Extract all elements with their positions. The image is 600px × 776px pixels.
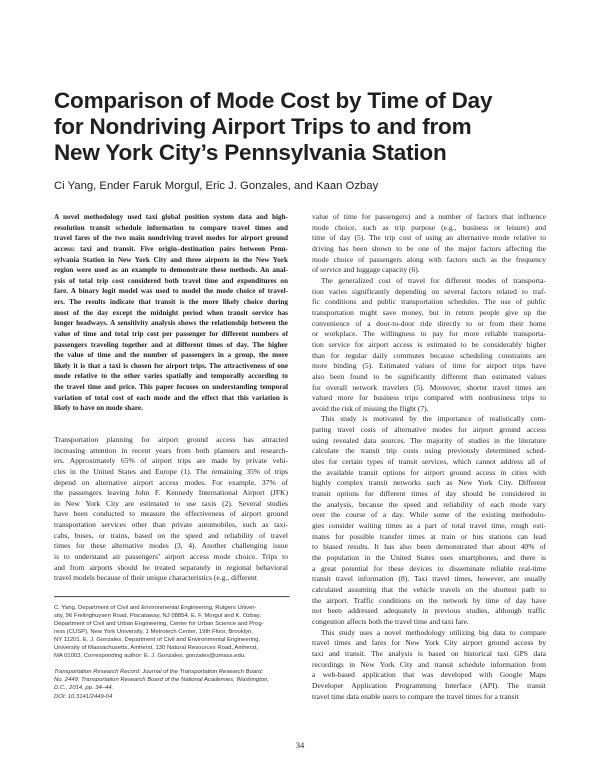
- text-line: also been found to be significantly different than estimated values: [312, 371, 546, 381]
- text-line: congestion affects both the travel time and taxi fare.: [312, 616, 469, 626]
- text-line: ules for certain types of transit services, which cannot address all of: [312, 457, 546, 467]
- text-line: resolution transit schedule information to compare travel times and: [54, 223, 288, 232]
- text-line: travel times and fares for New York City airport ground access by: [312, 638, 546, 648]
- text-line: region were used as an example to demonstrate these methods. An anal-: [54, 266, 288, 275]
- text-line: Transportation planning for airport ground access has attracted: [54, 434, 288, 444]
- text-line: have been conducted to measure the effectiveness of airport ground: [54, 509, 288, 519]
- text-line: cles in the United States and Europe (1). The remaining 35% of trips: [54, 466, 288, 476]
- text-line: ress (CUSP), New York University, 1 Metrotech Center, 19th Floor, Brooklyn,: [54, 629, 253, 636]
- text-line: convenience of a door-to-door ride directly to or from their home: [312, 318, 546, 328]
- text-line: ysis of total trip cost considered both travel time and expenditures on: [54, 276, 289, 285]
- text-line: increasing attention in recent years from both planners and research-: [54, 445, 288, 455]
- text-line: the airport. Traffic conditions on the network by time of day have: [312, 595, 546, 605]
- title-line: for Nondriving Airport Trips to and from: [54, 114, 472, 139]
- text-line: passengers traveling together and at different times of day. The higher: [54, 340, 288, 349]
- text-line: depend on alternative airport access modes. For example, 37% of: [54, 477, 289, 487]
- text-line: This study uses a novel methodology utilizing big data to compare: [321, 627, 546, 637]
- text-line: a web-based application that was developed with Google Maps: [312, 670, 546, 680]
- body-paragraph: [312, 276, 546, 415]
- text-line: time of day (5). The trip cost of using an alternative mode relative to: [312, 233, 546, 243]
- text-line: the value of time and the number of passengers in a group, the more: [54, 351, 288, 360]
- text-line: University of Massachusetts, Amherst, 130 Natural Resources Road, Amherst,: [54, 645, 258, 652]
- text-line: tion varies significantly depending on several factors related to traf-: [312, 286, 546, 296]
- text-line: travel models because of their unique characteristics (e.g., different: [54, 573, 257, 583]
- text-line: Transportation Research Record: Journal of the Transportation Research Board,: [54, 669, 264, 676]
- text-line: transportation services other than private automobiles, such as taxi-: [54, 520, 289, 530]
- text-line: MA 01003. Corresponding author: E. J. Gonzales, gonzales@umass.edu.: [54, 653, 246, 660]
- text-line: fic conditions and public transportation schedules. The use of public: [312, 297, 546, 307]
- text-line: NY 11201. E. J. Gonzales, Department of Civil and Environmental Engineering,: [54, 637, 261, 644]
- text-line: than for regular daily commutes because scheduling constraints are: [312, 350, 546, 360]
- page-number: 34: [295, 740, 305, 750]
- title-line: New York City’s Pennsylvania Station: [54, 140, 447, 165]
- text-line: over the course of a day. While some of the existing methodolo-: [312, 510, 546, 520]
- text-line: likely to have on mode share.: [54, 404, 143, 413]
- text-line: for overall network travelers (5). Moreover, shorter travel times are: [312, 382, 546, 392]
- text-line: calculated assuming that the vehicle travels on the shortest path to: [312, 584, 546, 594]
- text-line: calculate the transit trip costs using previously determined sched-: [312, 446, 546, 456]
- text-line: No. 2449, Transportation Research Board of the National Academies, Washington,: [54, 677, 270, 684]
- text-line: Department of Civil and Urban Engineering, Center for Urban Science and Prog-: [54, 621, 264, 628]
- abstract: [54, 212, 288, 414]
- text-line: sity, 96 Frelinghuysen Road, Piscataway, NJ 08854. E. F. Morgul and K. Ozbay,: [54, 613, 261, 620]
- paper-title: [54, 88, 554, 166]
- text-line: travel fares of the two main nondriving travel modes for airport ground: [54, 234, 288, 243]
- text-line: likely it is that a taxi is chosen for airport trips. The attractiveness of one: [54, 361, 289, 370]
- text-line: ers. The results indicate that transit is the more likely choice during: [54, 298, 288, 306]
- text-line: to biased results. It has also been demonstrated that about 40% of: [312, 542, 546, 552]
- text-line: transportation might save money, but in return people give up the: [312, 307, 546, 317]
- text-line: D.C., 2014, pp. 34–44.: [54, 685, 114, 692]
- text-line: This study is motivated by the importance of realistically com-: [321, 414, 546, 424]
- author-affiliations: [54, 604, 288, 660]
- text-line: highly complex transit networks such as New York City. Different: [312, 478, 546, 488]
- body-paragraph: [312, 628, 546, 703]
- text-line: mode choice of passengers along with factors such as the frequency: [312, 254, 546, 264]
- body-paragraph: [312, 414, 546, 627]
- text-line: longer headways. A sensitivity analysis shows the relationship between the: [54, 319, 288, 328]
- right-column: [312, 212, 546, 702]
- text-line: cabs, buses, or trains, based on the speed and reliability of travel: [54, 530, 288, 540]
- text-line: and from airports should be treated separately in regional behavioral: [54, 562, 288, 572]
- text-line: the population in the United States uses smartphones, and there is: [312, 553, 546, 562]
- text-line: mode relative to the other varies spatially and temporally according to: [54, 372, 288, 381]
- text-line: a great potential for these devices to disseminate reliable real-time: [312, 563, 546, 573]
- text-line: travel time data enable users to compare the travel times for a transit: [312, 691, 519, 701]
- text-line: driving has been shown to be one of the major factors affecting the: [312, 243, 546, 253]
- text-line: the passengers leaving John F. Kennedy International Airport (JFK): [54, 488, 288, 498]
- text-line: transit travel information (8). Taxi travel times, however, are usually: [312, 574, 546, 584]
- text-line: The generalized cost of travel for different modes of transporta-: [321, 275, 546, 285]
- text-line: is to understand air passengers’ airport access mode choice. Trips to: [54, 552, 289, 562]
- text-line: in New York City are estimated to use taxis (2). Several studies: [54, 498, 288, 508]
- text-line: A novel methodology used taxi global position system data and high-: [54, 213, 288, 221]
- text-line: mode choice, such as trip purpose (e.g., business or leisure) and: [312, 222, 546, 232]
- text-line: the analysis, because the speed and reliability of each mode vary: [312, 499, 546, 509]
- text-line: more binding (5). Estimated values of time for airport trips have: [312, 361, 546, 371]
- text-line: of service and luggage capacity (6).: [312, 265, 420, 275]
- text-line: most of the day except the midnight period when transit service has: [54, 308, 288, 317]
- text-line: avoid the risk of missing the flight (7).: [312, 403, 429, 413]
- introduction-paragraph: [54, 435, 288, 584]
- author-list: Ci Yang, Ender Faruk Morgul, Eric J. Gonzales, and Kaan Ozbay: [54, 180, 379, 192]
- text-line: taxi and transit. The analysis is based on historical taxi GPS data: [312, 648, 546, 658]
- text-line: value of time for passengers) and a number of factors that influence: [312, 212, 546, 221]
- title-line: Comparison of Mode Cost by Time of Day: [54, 88, 493, 113]
- text-line: access: taxi and transit. Five origin–destination pairs between Penn-: [54, 244, 288, 253]
- text-line: the travel time and price. This paper focuses on understanding temporal: [54, 383, 288, 391]
- text-line: or workplace. The willingness to pay for more reliable transporta-: [312, 329, 546, 339]
- text-line: Developer Application Programming Interface (API). The transit: [312, 680, 546, 690]
- text-line: variation of total cost of each mode and the effect that this variation is: [54, 393, 288, 402]
- journal-citation: [54, 668, 288, 700]
- text-line: not been addressed adequately in previous studies, although traffic: [312, 606, 547, 616]
- text-line: using revealed data sources. The majority of studies in the literature: [312, 435, 546, 445]
- text-line: mates for possible transfer times at train or bus stations can lead: [312, 531, 546, 541]
- text-line: fare. A binary logit model was used to model the mode choice of travel-: [54, 287, 288, 296]
- body-paragraph: [312, 212, 546, 276]
- text-line: transit options for different times of day should be considered in: [312, 489, 546, 499]
- text-line: times for these alternative modes (3, 4). Another challenging issue: [54, 541, 288, 551]
- text-line: C. Yang, Department of Civil and Environmental Engineering, Rutgers Univer-: [54, 605, 257, 612]
- text-line: gies consider waiting times as a part of total travel time, rough esti-: [312, 521, 546, 531]
- text-line: sylvania Station in New York City and three airports in the New York: [54, 255, 288, 264]
- text-line: DOI: 10.3141/2449-04: [54, 693, 113, 700]
- text-line: the available transit options for airport ground access in cities with: [312, 467, 546, 477]
- text-line: valued more for business trips compared with nonbusiness trips to: [312, 393, 546, 403]
- text-line: paring travel costs of alternative modes for airport ground access: [312, 425, 546, 435]
- text-line: recordings in New York City and transit schedule information from: [312, 659, 546, 669]
- left-column: [54, 212, 288, 701]
- text-line: ers. Approximately 65% of airport trips are made by private vehi-: [54, 456, 288, 466]
- text-line: tion service for airport access is estimated to be considerably higher: [312, 339, 547, 349]
- text-line: value of time and total trip cost per passenger for different numbers of: [54, 329, 288, 338]
